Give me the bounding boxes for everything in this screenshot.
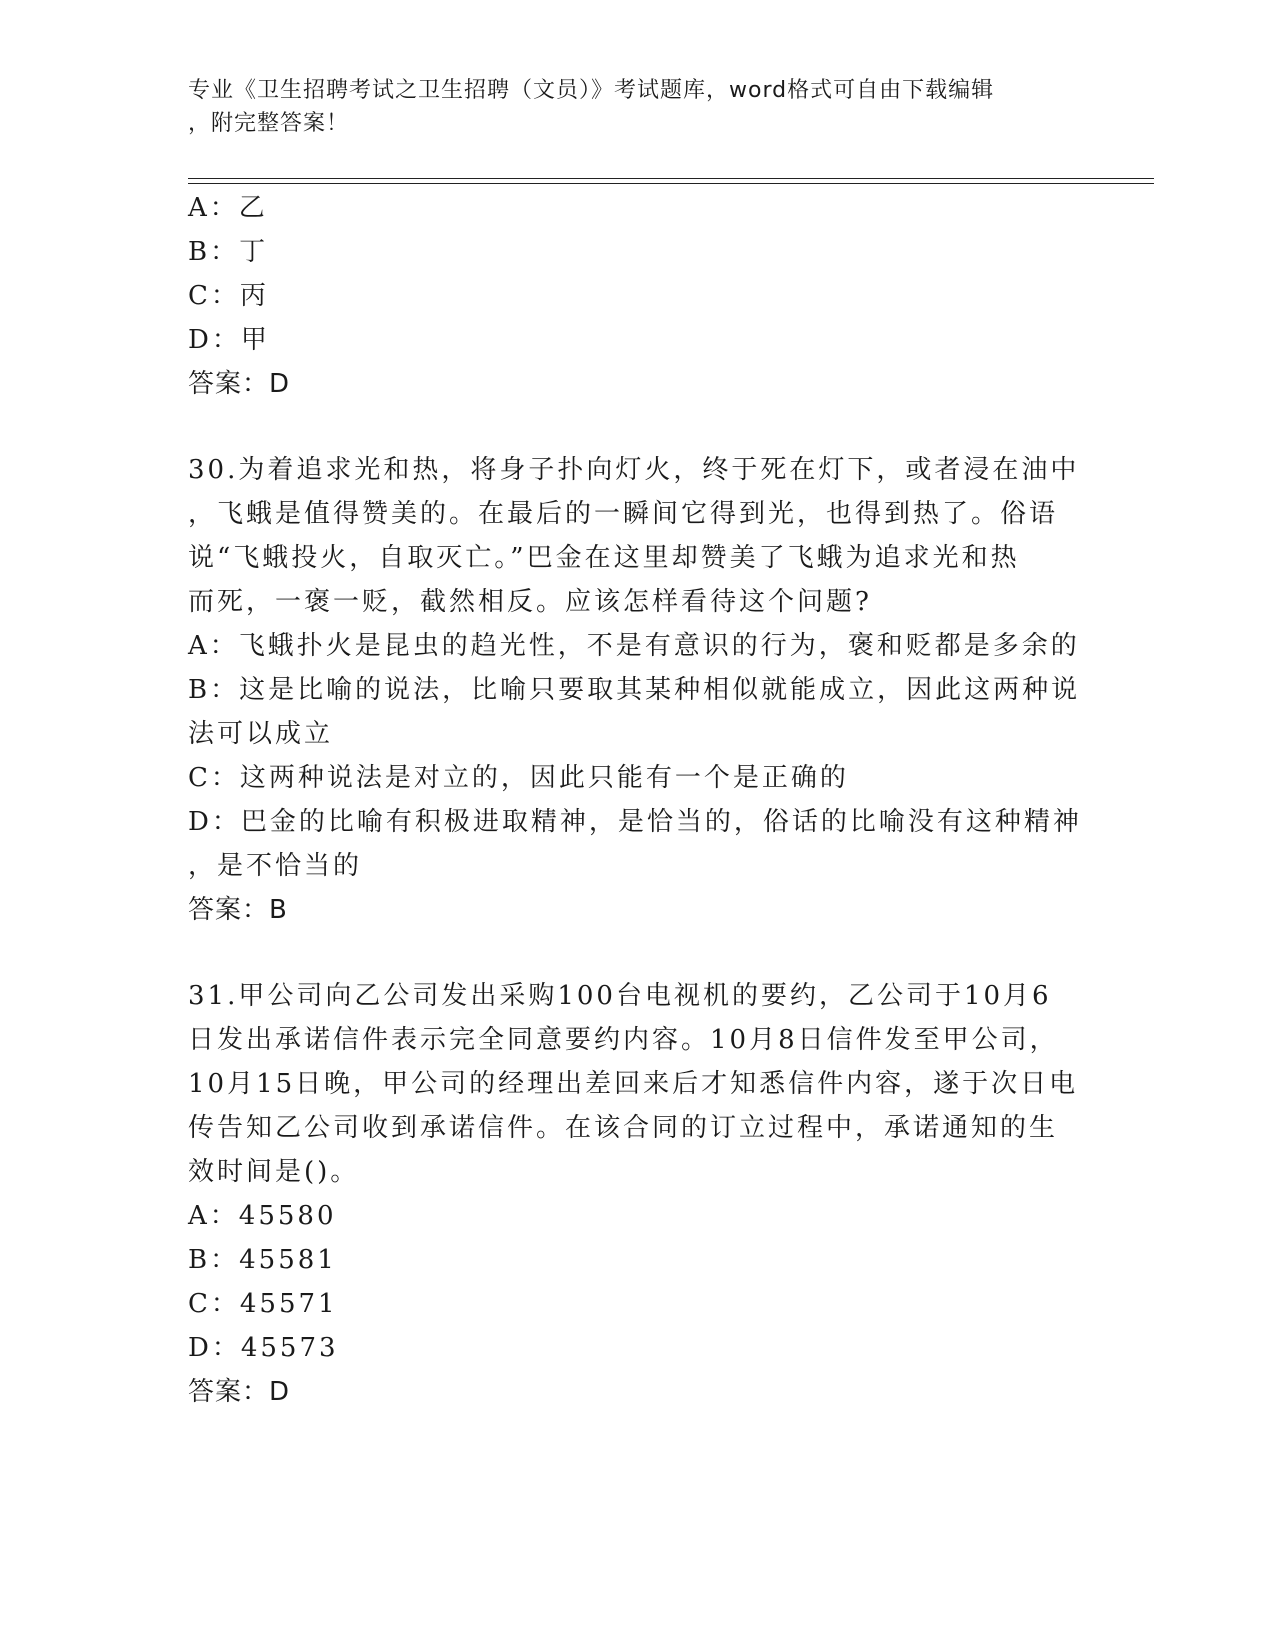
document-header [188,74,1088,140]
q30-option-b-cont: 法可以成立 [188,719,334,749]
q30-option-b: B：这是比喻的说法，比喻只要取其某种相似就能成立，因此这两种说 [188,675,1081,705]
q31-stem-line: 传告知乙公司收到承诺信件。在该合同的订立过程中，承诺通知的生 [188,1113,1059,1143]
header-divider-top [188,178,1154,179]
q29-option-c: C：丙 [188,281,269,311]
q31-stem-line: 日发出承诺信件表示完全同意要约内容。10月8日信件发至甲公司， [188,1025,1059,1055]
q29-option-b: B：丁 [188,237,269,267]
q31-stem-line: 31.甲公司向乙公司发出采购100台电视机的要约，乙公司于10月6 [188,981,1052,1011]
q31-stem-line: 10月15日晚，甲公司的经理出差回来后才知悉信件内容，遂于次日电 [188,1069,1079,1099]
q31-option-b: B：45581 [188,1245,337,1275]
q31-answer: 答案：D [188,1377,291,1407]
q29-option-d: D：甲 [188,325,270,355]
q30-stem-line: 而死，一褒一贬，截然相反。应该怎样看待这个问题? [188,587,872,617]
q29-option-a: A：乙 [188,193,268,223]
header-divider-bottom [188,183,1154,184]
q30-stem-line: 说“飞蛾投火，自取灭亡。”巴金在这里却赞美了飞蛾为追求光和热 [188,543,1020,573]
header-line-2: ，附完整答案！ [188,111,350,136]
q30-option-c: C：这两种说法是对立的，因此只能有一个是正确的 [188,763,849,793]
q30-option-d: D：巴金的比喻有积极进取精神，是恰当的，俗话的比喻没有这种精神 [188,807,1082,837]
q31-stem-line: 效时间是()。 [188,1157,360,1187]
header-line-1: 专业《卫生招聘考试之卫生招聘（文员）》考试题库，word格式可自由下载编辑 [188,78,995,103]
q31-option-a: A：45580 [188,1201,337,1231]
q31-option-c: C：45571 [188,1289,338,1319]
q30-stem-line: 30.为着追求光和热，将身子扑向灯火，终于死在灯下，或者浸在油中 [188,455,1080,485]
q30-option-d-cont: ，是不恰当的 [188,851,363,881]
q30-stem-line: ，飞蛾是值得赞美的。在最后的一瞬间它得到光，也得到热了。俗语 [188,499,1059,529]
q30-option-a: A：飞蛾扑火是昆虫的趋光性，不是有意识的行为，褒和贬都是多余的 [188,631,1080,661]
q31-option-d: D：45573 [188,1333,339,1363]
q29-answer: 答案：D [188,369,291,399]
q30-answer: 答案：B [188,895,288,925]
